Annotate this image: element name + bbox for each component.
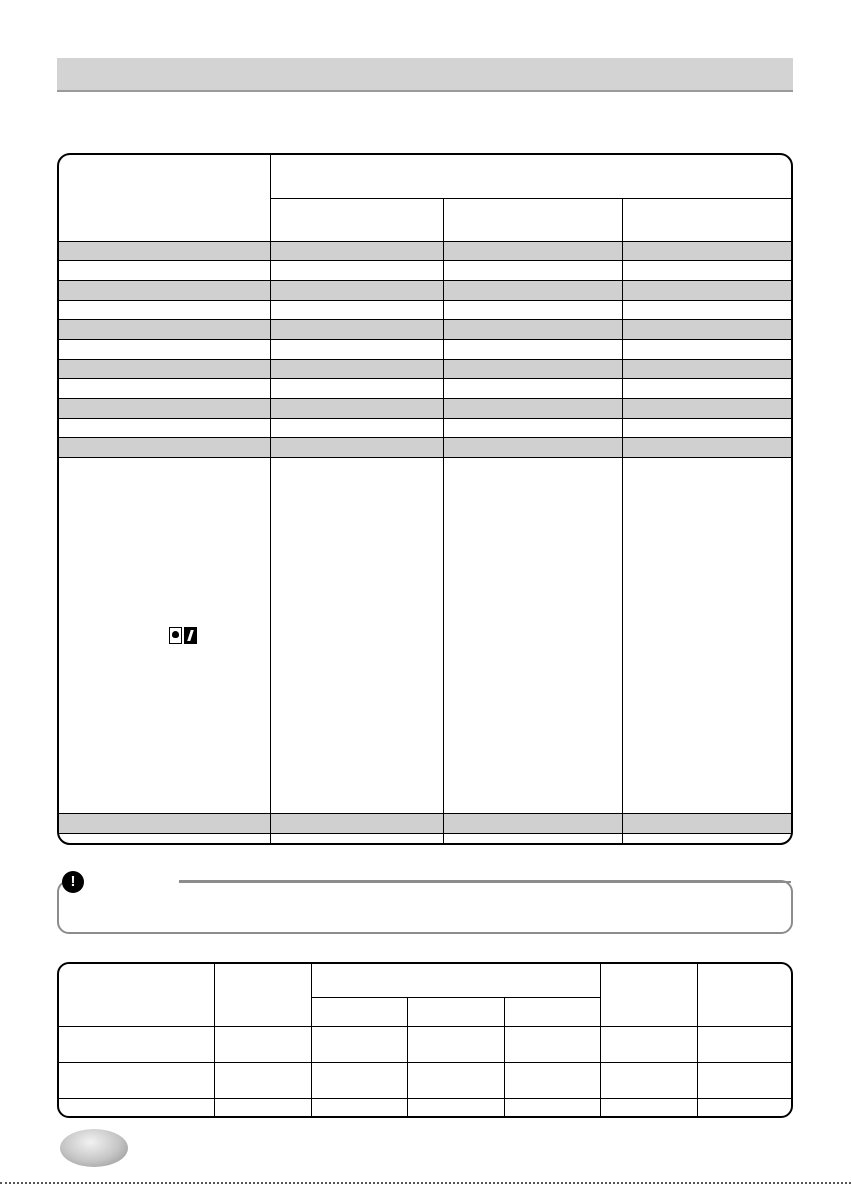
table-row <box>59 458 793 814</box>
table-cell <box>443 399 622 419</box>
spec-cell <box>504 1026 600 1062</box>
table-cell <box>622 300 793 320</box>
spec-cell <box>407 1062 504 1098</box>
group-column-header <box>270 155 793 198</box>
table-cell <box>270 833 443 843</box>
spec-cell <box>59 1062 214 1098</box>
spec-cell <box>59 1098 214 1116</box>
spec-row <box>59 1026 793 1062</box>
table-cell <box>270 280 443 300</box>
spec-group-header <box>311 964 600 997</box>
spec-cell <box>214 1098 311 1116</box>
spec-cell <box>697 1098 793 1116</box>
table-cell <box>270 241 443 261</box>
table-cell <box>443 320 622 340</box>
table-row <box>59 418 793 438</box>
spec-cell <box>407 1098 504 1116</box>
section-title-bar <box>57 58 793 92</box>
table-cell <box>622 280 793 300</box>
table-cell <box>622 320 793 340</box>
spec-row <box>59 1062 793 1098</box>
table-cell <box>270 379 443 399</box>
program-table <box>59 155 793 843</box>
table-cell <box>443 280 622 300</box>
spec-cell <box>697 1026 793 1062</box>
program-table-frame <box>57 153 793 845</box>
program-column-header <box>59 155 270 241</box>
row-label <box>59 418 270 438</box>
row-label <box>59 379 270 399</box>
subcolumn-header <box>622 198 793 241</box>
row-label <box>59 359 270 379</box>
table-cell <box>443 418 622 438</box>
row-label <box>59 339 270 359</box>
row-label <box>59 280 270 300</box>
row-label <box>59 399 270 419</box>
spec-cell <box>407 1026 504 1062</box>
table-cell <box>622 241 793 261</box>
table-cell <box>443 379 622 399</box>
spec-table <box>59 964 793 1116</box>
row-label <box>59 261 270 281</box>
table-cell <box>270 813 443 833</box>
table-row <box>59 833 793 843</box>
table-row <box>59 438 793 458</box>
table-row <box>59 261 793 281</box>
spec-column-header <box>697 964 793 1026</box>
row-label <box>59 300 270 320</box>
table-cell <box>443 833 622 843</box>
table-row <box>59 359 793 379</box>
table-cell <box>443 261 622 281</box>
table-cell <box>270 458 443 814</box>
row-label <box>59 320 270 340</box>
table-cell <box>622 813 793 833</box>
crop-mark-rule <box>0 1182 851 1184</box>
table-cell <box>622 418 793 438</box>
note-box <box>57 880 793 934</box>
table-cell <box>270 320 443 340</box>
table-row <box>59 379 793 399</box>
spec-row <box>59 1098 793 1116</box>
table-cell <box>270 339 443 359</box>
table-cell <box>443 300 622 320</box>
row-label <box>59 438 270 458</box>
table-cell <box>622 261 793 281</box>
table-cell <box>443 339 622 359</box>
spec-cell <box>214 1062 311 1098</box>
table-row <box>59 320 793 340</box>
table-row <box>59 339 793 359</box>
table-cell <box>443 438 622 458</box>
spec-subcolumn-header <box>407 997 504 1026</box>
table-row <box>59 280 793 300</box>
table-cell <box>270 300 443 320</box>
spec-header-row <box>59 964 793 997</box>
table-row <box>59 300 793 320</box>
table-row <box>59 399 793 419</box>
spec-table-frame <box>57 962 793 1118</box>
quick-symbol-icon <box>184 627 197 644</box>
spec-cell <box>600 1098 697 1116</box>
spec-cell <box>214 1026 311 1062</box>
row-label <box>59 833 270 843</box>
program-symbols <box>169 627 197 644</box>
spec-cell <box>504 1098 600 1116</box>
spec-cell <box>311 1098 407 1116</box>
spec-column-header <box>59 964 214 1026</box>
table-cell <box>443 359 622 379</box>
table-header-row <box>59 155 793 198</box>
note-divider <box>179 881 791 883</box>
spec-cell <box>311 1062 407 1098</box>
table-cell <box>622 359 793 379</box>
table-cell <box>622 379 793 399</box>
spec-column-header <box>600 964 697 1026</box>
spec-subcolumn-header <box>311 997 407 1026</box>
table-cell <box>622 833 793 843</box>
subcolumn-header <box>270 198 443 241</box>
spec-cell <box>697 1062 793 1098</box>
spec-cell <box>59 1026 214 1062</box>
spec-cell <box>311 1026 407 1062</box>
page-number-badge <box>60 1129 128 1167</box>
row-label <box>59 813 270 833</box>
spec-cell <box>504 1062 600 1098</box>
table-cell <box>622 438 793 458</box>
table-cell <box>443 458 622 814</box>
table-cell <box>270 399 443 419</box>
table-cell <box>443 241 622 261</box>
row-label <box>59 241 270 261</box>
caution-exclamation-icon: ! <box>62 871 84 893</box>
table-cell <box>270 418 443 438</box>
row-label-with-icons <box>59 458 270 814</box>
table-cell <box>270 261 443 281</box>
table-cell <box>443 813 622 833</box>
table-cell <box>622 339 793 359</box>
table-row <box>59 241 793 261</box>
table-cell <box>622 458 793 814</box>
spec-subcolumn-header <box>504 997 600 1026</box>
cotton-symbol-icon <box>169 627 182 644</box>
table-cell <box>622 399 793 419</box>
spec-cell <box>600 1062 697 1098</box>
table-row <box>59 813 793 833</box>
spec-cell <box>600 1026 697 1062</box>
subcolumn-header <box>443 198 622 241</box>
spec-column-header <box>214 964 311 1026</box>
table-cell <box>270 359 443 379</box>
table-cell <box>270 438 443 458</box>
